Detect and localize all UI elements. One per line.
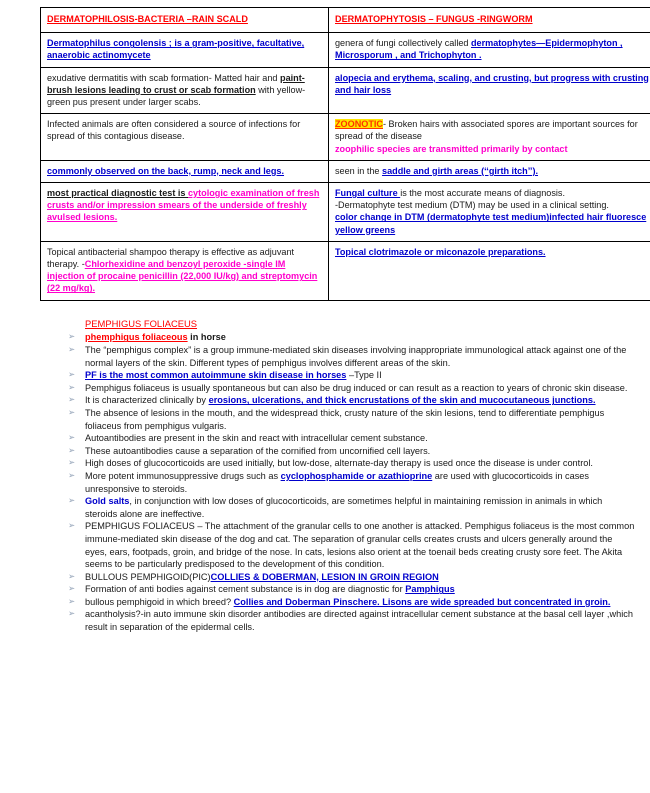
list-item-text-13 (85, 583, 635, 596)
table-row (41, 114, 650, 161)
bullet-9-run-0: More potent immunosuppressive drugs such as (85, 470, 281, 481)
bullet-1-run-0: The “pemphigus complex” is a group immune-mediated skin diseases involving inappropriate immunological attack against one of the normal layers of the skin. Different types of pemphigus involves different areas of the skin. (85, 345, 627, 368)
table-cell-left-2 (41, 114, 329, 161)
table-cell-left-3 (41, 160, 329, 182)
cell-left-4-run-1: cytologic examination of fresh crusts and/or impression smears of the underside of freshly avulsed lesions. (47, 188, 320, 223)
arrow-bullet-icon: ➢ (68, 584, 76, 595)
bullet-0-run-1: in horse (187, 332, 226, 343)
list-item-text-14 (85, 596, 635, 609)
list-item-text-12 (85, 571, 635, 584)
table-cell-right-3 (329, 160, 650, 182)
bullet-4-run-0: It is characterized clinically by (85, 395, 209, 406)
bullet-5-run-0: The absence of lesions in the mouth, and the widespread thick, crusty nature of the skin lesions, tend to differentiate pemphigus foliaceus from pemphigus vulgaris. (85, 407, 605, 431)
list-item (60, 445, 635, 458)
list-item (60, 571, 635, 584)
table-row (41, 160, 650, 182)
arrow-bullet-icon: ➢ (68, 370, 76, 381)
arrow-bullet-icon: ➢ (68, 609, 76, 620)
list-item (60, 520, 635, 570)
cell-right-1-run-0: alopecia and erythema, scaling, and crusting, but progress with crusting and hair loss (335, 72, 649, 95)
cell-right-4-run-5: color change in DTM (dermatophyte test medium)infected hair fluoresce yellow greens (335, 212, 647, 235)
list-item (60, 495, 635, 520)
list-item (60, 596, 635, 609)
cell-left-1-run-0: exudative dermatitis with scab formation- Matted hair and (47, 72, 281, 83)
bullet-13-run-0: Formation of anti bodies against cement substance is in dog are diagnostic for (85, 584, 406, 595)
list-item-text-0 (85, 331, 635, 344)
table-row (41, 241, 650, 300)
cell-right-2-run-1: - Broken hairs with associated spores are important sources for spread of the disease (335, 119, 638, 142)
bullet-9-run-2: are used with glucocorticoids in cases unresponsive to steroids. (85, 470, 589, 494)
bullet-12-run-1: COLLIES & DOBERMAN, LESION IN GROIN REGION (210, 571, 439, 582)
notes-bullet-list (60, 331, 635, 633)
cell-right-2-run-3: zoophilic species are transmitted primarily by contact (335, 143, 568, 154)
cell-left-1-run-1: paint-brush lesions leading to crust or scab formation (47, 72, 305, 95)
cell-left-2-run-0: Infected animals are often considered a source of infections for spread of this contagious disease. (47, 119, 301, 142)
table-header-cell-left (41, 8, 329, 33)
cell-right-4-run-3: -Dermatophyte test medium (DTM) may be used in a clinical setting. (335, 200, 609, 211)
list-item-text-2 (85, 369, 635, 382)
list-item (60, 382, 635, 395)
header-label-dermatophilosis: DERMATOPHILOSIS-BACTERIA –RAIN SCALD (47, 14, 248, 24)
bullet-3-run-0: Pemphigus foliaceus is usually spontaneous but can also be drug induced or can result as a reaction to years of chronic skin disease. (85, 382, 628, 393)
arrow-bullet-icon: ➢ (68, 571, 76, 582)
table-cell-left-1 (41, 67, 329, 114)
pemphigus-notes-section (60, 318, 635, 634)
bullet-6-run-0: Autoantibodies are present in the skin and react with intracellular cement substance. (85, 433, 428, 444)
arrow-bullet-icon: ➢ (68, 345, 76, 355)
list-item (60, 470, 635, 495)
list-item (60, 608, 635, 633)
arrow-bullet-icon: ➢ (68, 470, 76, 481)
arrow-bullet-icon: ➢ (68, 596, 76, 607)
cell-right-5-run-0: Topical clotrimazole or miconazole preparations. (335, 246, 546, 257)
list-item-text-11 (85, 520, 635, 570)
bullet-10-run-1: , in conjunction with low doses of glucocorticoids, are sometimes helpful in maintaining remission in animals in which steroids alone are ineffective. (85, 496, 603, 519)
list-item-text-7 (85, 445, 635, 458)
cell-right-0-run-0: genera of fungi collectively called (335, 38, 471, 49)
bullet-8-run-0: High doses of glucocorticoids are used initially, but low-dose, alternate-day therapy is used once the disease is under control. (85, 458, 593, 469)
arrow-bullet-icon: ➢ (68, 395, 76, 406)
table-cell-left-4 (41, 183, 329, 242)
list-item-text-6 (85, 432, 635, 445)
table-header-cell-right (329, 8, 650, 33)
bullet-7-run-0: These autoantibodies cause a separation of the cornified from uncornified cell layers. (85, 445, 431, 456)
table-cell-right-0 (329, 33, 650, 67)
cell-right-0-run-1: dermatophytes—Epidermophyton , Microsporum , and Trichophyton . (335, 38, 623, 61)
list-item-text-9 (85, 470, 635, 495)
notes-heading: PEMPHIGUS FOLIACEUS (85, 318, 198, 329)
cell-right-4-run-0: Fungal culture (335, 188, 401, 199)
bullet-4-run-1: erosions, ulcerations, and thick encrustations of the skin and mucocutaneous junctions. (208, 395, 596, 406)
bullet-14-run-0: bullous pemphigoid in which breed? (85, 596, 234, 607)
cell-left-5-run-1: Chlorhexidine and benzoyl peroxide -single IM injection of procaine penicillin (22,000 IU/kg) and streptomycin (22 mg/kg). (47, 259, 318, 294)
cell-right-3-run-0: seen in the (335, 165, 383, 176)
list-item (60, 583, 635, 596)
table-cell-left-0 (41, 33, 329, 67)
table-cell-right-2 (329, 114, 650, 161)
bullet-2-run-0: PF is the most common autoimmune skin disease in horses (85, 370, 347, 381)
arrow-bullet-icon: ➢ (68, 332, 76, 343)
cell-left-3-run-0: commonly observed on the back, rump, neck and legs. (47, 165, 285, 176)
cell-left-1-run-2: with yellow-green pus present under larger scabs. (47, 84, 306, 108)
bullet-14-run-1: Collies and Doberman Pinschere. Lisons are wide spreaded but concentrated in groin. (233, 596, 611, 607)
cell-right-3-run-1: saddle and girth areas (‘‘girth itch’’). (382, 165, 538, 176)
list-item-text-4 (85, 394, 635, 407)
list-item-text-1 (85, 344, 635, 369)
bullet-11-run-0: PEMPHIGUS FOLIACEUS – The attachment of the granular cells to one another is attacked. Pemphigus foliaceus is the most common immune-mediated skin disease of the dog and cat. The separation of granular cells creates crusts and ulcers generally around the eyes, ears, footpads, groin, and bridge of the nose. In cats, lesions also orient at the toenail beds creating crusty sore feet. The Akita seems to be particularly predisposed to the development of this condition. (85, 521, 635, 570)
arrow-bullet-icon: ➢ (68, 445, 76, 456)
list-item-text-8 (85, 457, 635, 470)
list-item (60, 344, 635, 369)
table-cell-right-5 (329, 241, 650, 300)
table-cell-right-1 (329, 67, 650, 114)
arrow-bullet-icon: ➢ (68, 496, 76, 507)
table-row (41, 33, 650, 67)
disease-comparison-table (40, 7, 650, 301)
bullet-15-run-0: acantholysis?-in auto immune skin disorder antibodies are directed against intracellular cement substance at the basal cell layer ,which result in separation of the epidermal cells. (85, 609, 633, 633)
table-data-rows (41, 33, 650, 300)
cell-left-5-run-0: Topical antibacterial shampoo therapy is effective as adjuvant therapy. - (47, 246, 295, 270)
cell-left-0-run-0: Dermatophilus congolensis ; is a gram-positive, facultative, anaerobic actinomycete (47, 38, 305, 61)
arrow-bullet-icon: ➢ (68, 433, 76, 444)
list-item (60, 331, 635, 344)
cell-right-4-run-1: is the most accurate means of diagnosis. (400, 188, 565, 199)
bullet-2-run-1: –Type II (346, 370, 382, 381)
bullet-10-run-0: Gold salts (85, 496, 130, 507)
list-item-text-10 (85, 495, 635, 520)
bullet-12-run-0: BULLOUS PEMPHIGOID(PIC) (85, 571, 211, 582)
arrow-bullet-icon: ➢ (68, 521, 76, 532)
bullet-13-run-1: Pamphigus (405, 584, 455, 595)
arrow-bullet-icon: ➢ (68, 407, 76, 418)
bullet-0-run-0: phemphigus foliaceous (85, 332, 188, 343)
arrow-bullet-icon: ➢ (68, 458, 76, 469)
table-cell-right-4 (329, 183, 650, 242)
table-row (41, 67, 650, 114)
list-item (60, 432, 635, 445)
header-label-dermatophytosis: DERMATOPHYTOSIS – FUNGUS -RINGWORM (335, 14, 533, 24)
bullet-9-run-1: cyclophosphamide or azathioprine (280, 470, 433, 481)
list-item-text-3 (85, 382, 635, 395)
table-header-row (41, 8, 650, 33)
table-body (41, 8, 650, 33)
table-row (41, 183, 650, 242)
list-item (60, 407, 635, 432)
list-item (60, 369, 635, 382)
cell-left-4-run-0: most practical diagnostic test is (47, 188, 188, 199)
cell-right-2-run-0: ZOONOTIC (335, 119, 383, 130)
list-item (60, 394, 635, 407)
table-cell-left-5 (41, 241, 329, 300)
list-item (60, 457, 635, 470)
list-item-text-15 (85, 608, 635, 633)
arrow-bullet-icon: ➢ (68, 382, 76, 393)
list-item-text-5 (85, 407, 635, 432)
